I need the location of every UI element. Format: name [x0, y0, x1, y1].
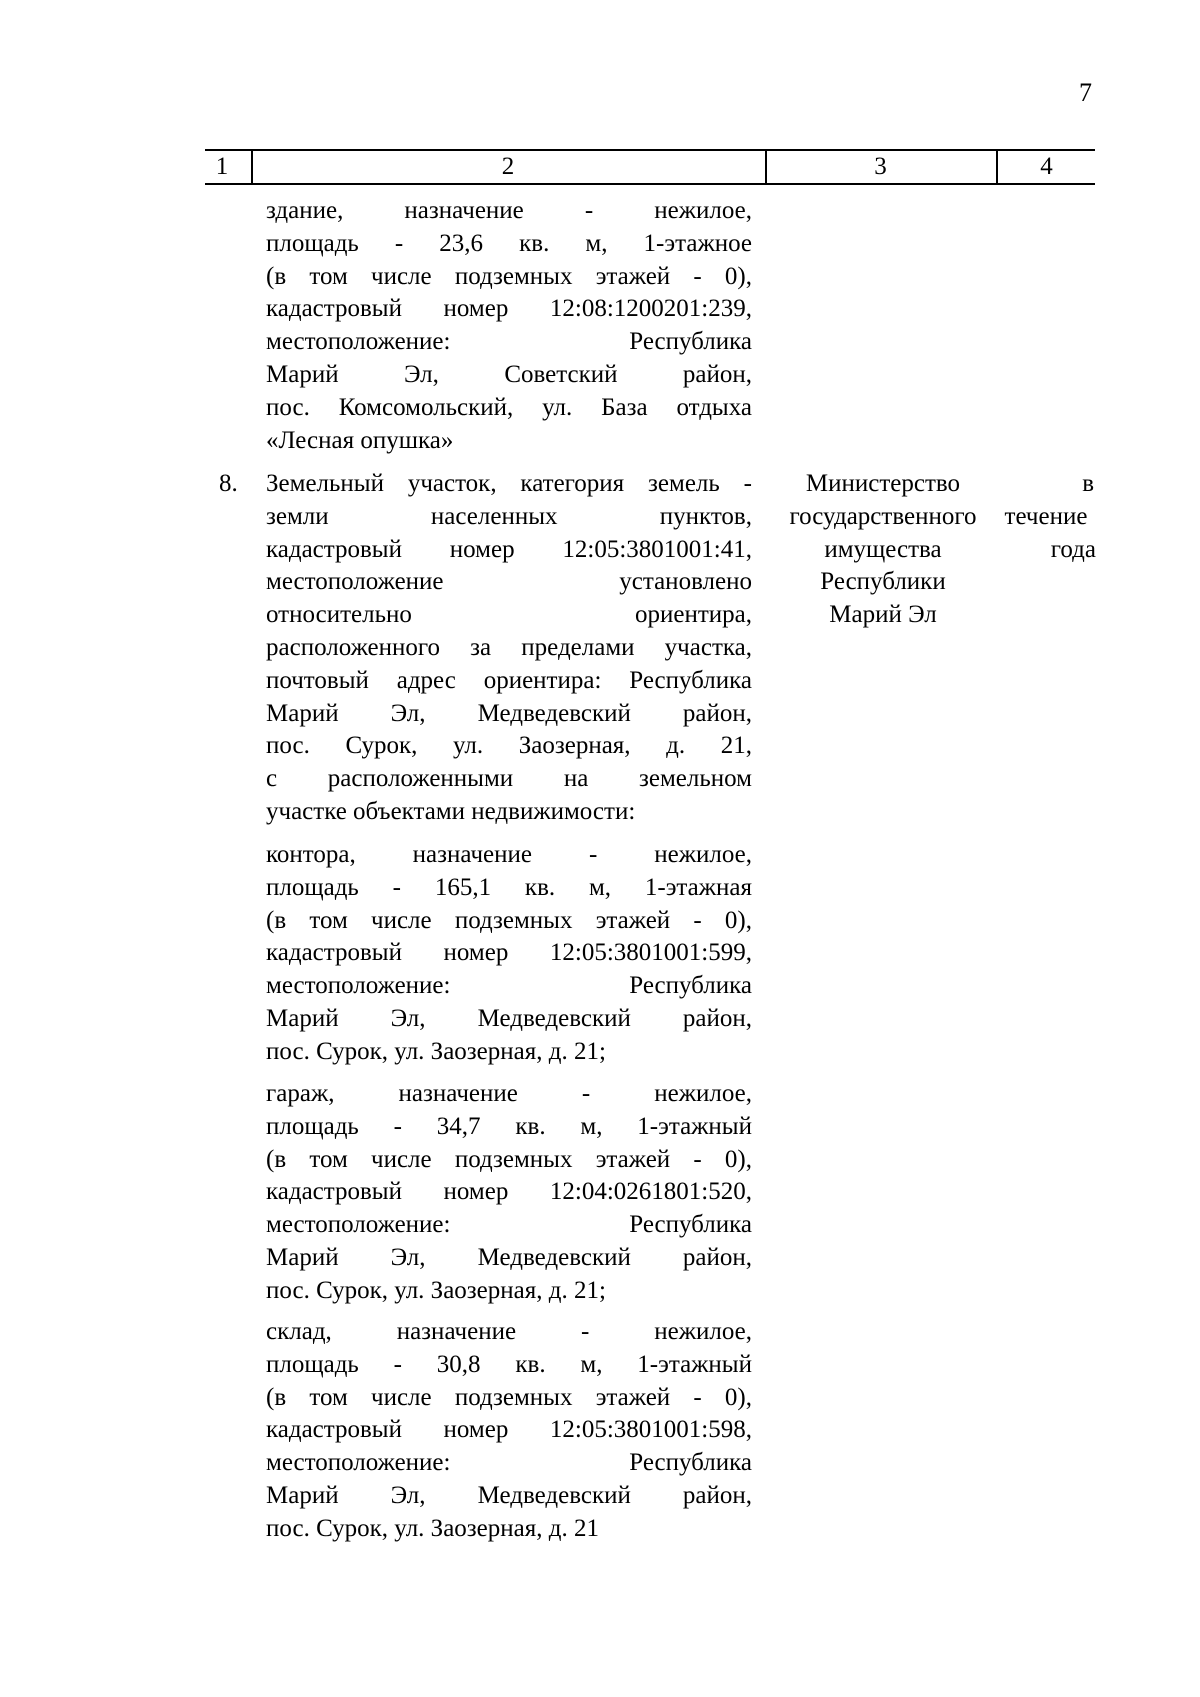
text-line: здание, назначение - нежилое,	[266, 197, 752, 224]
text-line: кадастровый номер 12:04:0261801:520,	[266, 1178, 752, 1206]
text-line: (в том числе подземных этажей - 0),	[266, 1383, 752, 1411]
text-line: (в том числе подземных этажей - 0),	[266, 1145, 752, 1173]
page-number: 7	[1079, 78, 1092, 107]
text-line: площадь - 34,7 кв. м, 1-этажный	[266, 1112, 752, 1140]
table-header-bottom-rule	[205, 183, 1095, 185]
text-line: почтовый адрес ориентира: Республика	[266, 666, 752, 694]
text-line: местоположение: Республика	[266, 1449, 752, 1477]
text-line: контора, назначение - нежилое,	[266, 841, 752, 868]
deadline	[990, 468, 1102, 566]
text-line: года	[1050, 535, 1096, 563]
office-building-description	[266, 839, 752, 1069]
text-line: участке объектами недвижимости:	[266, 797, 636, 825]
column-header-1: 1	[215, 153, 229, 180]
text-line: (в том числе подземных этажей - 0),	[266, 906, 752, 934]
text-line: относительно ориентира,	[266, 601, 752, 629]
column-header-3: 3	[874, 153, 887, 180]
text-line: Марий Эл, Советский район,	[266, 360, 752, 388]
prev-building-description	[266, 195, 752, 457]
row-number: 8.	[219, 470, 238, 497]
text-line: склад, назначение - нежилое,	[266, 1318, 752, 1345]
warehouse-description	[266, 1316, 752, 1546]
text-line: расположенного за пределами участка,	[266, 633, 752, 661]
text-line: Марий Эл	[829, 601, 937, 629]
responsible-body	[767, 468, 999, 632]
text-line: пос. Сурок, ул. Заозерная, д. 21	[266, 1514, 599, 1542]
text-line: местоположение: Республика	[266, 328, 752, 356]
text-line: кадастровый номер 12:08:1200201:239,	[266, 295, 752, 323]
text-line: Марий Эл, Медведевский район,	[266, 1481, 752, 1509]
column-header-4: 4	[1040, 153, 1053, 180]
text-line: местоположение: Республика	[266, 972, 752, 1000]
text-line: с расположенными на земельном	[266, 765, 752, 793]
table-header-top-rule	[205, 149, 1095, 151]
text-line: Марий Эл, Медведевский район,	[266, 1004, 752, 1032]
text-line: Министерство	[805, 470, 961, 497]
text-line: местоположение: Республика	[266, 1211, 752, 1239]
column-header-2: 2	[501, 153, 515, 180]
text-line: пос. Сурок, ул. Заозерная, д. 21;	[266, 1037, 606, 1065]
text-line: пос. Комсомольский, ул. База отдыха	[266, 393, 752, 421]
text-line: местоположение установлено	[266, 568, 752, 596]
text-line: Марий Эл, Медведевский район,	[266, 1243, 752, 1271]
text-line: Марий Эл, Медведевский район,	[266, 699, 752, 727]
text-line: кадастровый номер 12:05:3801001:599,	[266, 939, 752, 967]
text-line: Земельный участок, категория земель -	[266, 470, 752, 497]
text-line: в	[1082, 470, 1094, 497]
text-line: имущества	[824, 535, 942, 563]
text-line: Республики	[820, 568, 946, 596]
text-line: государственного	[789, 502, 977, 530]
text-line: «Лесная опушка»	[266, 426, 454, 454]
text-line: (в том числе подземных этажей - 0),	[266, 262, 752, 290]
text-line: площадь - 165,1 кв. м, 1-этажная	[266, 873, 752, 901]
text-line: течение	[1004, 502, 1088, 530]
text-line: кадастровый номер 12:05:3801001:41,	[266, 535, 752, 563]
text-line: кадастровый номер 12:05:3801001:598,	[266, 1416, 752, 1444]
text-line: пос. Сурок, ул. Заозерная, д. 21,	[266, 732, 752, 760]
text-line: пос. Сурок, ул. Заозерная, д. 21;	[266, 1276, 606, 1304]
text-line: площадь - 30,8 кв. м, 1-этажный	[266, 1350, 752, 1378]
text-line: площадь - 23,6 кв. м, 1-этажное	[266, 229, 752, 257]
garage-description	[266, 1078, 752, 1308]
text-line: гараж, назначение - нежилое,	[266, 1080, 752, 1107]
text-line: земли населенных пунктов,	[266, 502, 752, 530]
land-plot-description	[266, 468, 752, 829]
